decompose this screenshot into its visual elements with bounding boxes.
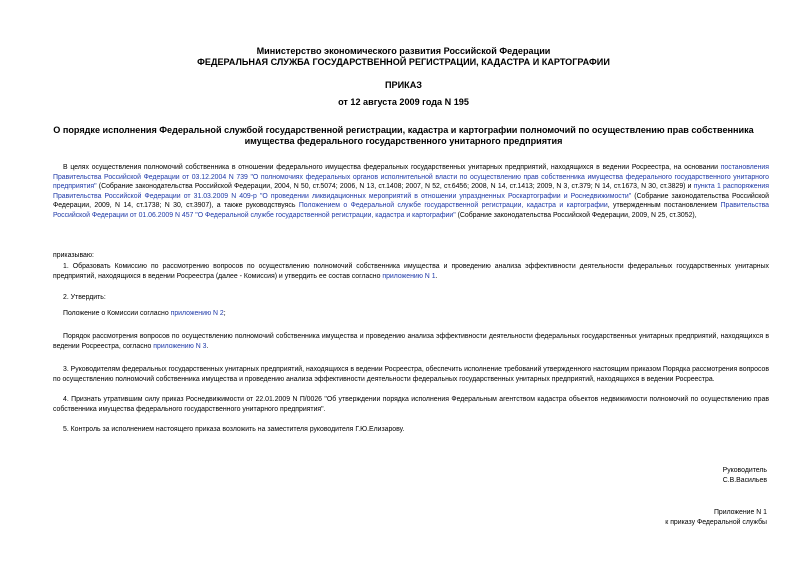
preamble-text: В целях осуществления полномочий собственника в отношении федерального имущества федеральных государственных унитарных предприятий, находящихся в ведении Росреестра, на основании	[63, 164, 721, 171]
link-regulation-service[interactable]: Положением о Федеральной службе государственной регистрации, кадастра и картографии	[298, 202, 608, 210]
item-2b	[53, 332, 769, 351]
item-4: 4. Признать утратившим силу приказ Роснедвижимости от 22.01.2009 N П/0026 "Об утверждении порядка исполнения Федеральным агентством кадастра объектов недвижимости полномочий по осуществлению прав собственника имущества федерального государственного унитарного предприятия".	[53, 396, 769, 413]
link-appendix-1[interactable]: приложению N 1	[382, 272, 436, 280]
signature-role: Руководитель	[722, 467, 767, 474]
item-2a	[63, 309, 769, 319]
link-order-409r[interactable]: пункта 1 распоряжения Правительства Российской Федерации от 31.03.2009 N 409-р "О проведении ликвидационных мероприятий в отношении упраздненных Роскартографии и Роснедвижимости"	[53, 183, 769, 200]
item-5: 5. Контроль за исполнением настоящего приказа возложить на заместителя руководителя Г.Ю.Елизарову.	[63, 426, 405, 433]
item-text: Порядок рассмотрения вопросов по осуществлению полномочий собственника имущества и проведению анализа эффективности деятельности федеральных государственных унитарных предприятий, находящихся в ведении Росреестра, согласно	[53, 333, 769, 350]
item-3: 3. Руководителям федеральных государственных унитарных предприятий, находящихся в ведении Росреестра, обеспечить исполнение требований утвержденного настоящим приказом Порядка рассмотрения вопросов по осуществлению полномочий собственника имущества и проведению анализа эффективности деятельности федеральных государственных унитарных предприятий, находящихся в ведении Росреестра.	[53, 366, 769, 383]
orders-label: приказываю:	[53, 252, 94, 259]
preamble-text: , утвержденным постановлением	[607, 202, 721, 210]
document-type: ПРИКАЗ	[385, 80, 422, 90]
appendix-label: Приложение N 1	[713, 509, 767, 516]
preamble-paragraph	[53, 163, 769, 221]
item-text: .	[206, 342, 209, 350]
ministry-name: Министерство экономического развития Российской Федерации	[256, 46, 551, 56]
service-name: ФЕДЕРАЛЬНАЯ СЛУЖБА ГОСУДАРСТВЕННОЙ РЕГИСТРАЦИИ, КАДАСТРА И КАРТОГРАФИИ	[197, 57, 610, 67]
link-government-decree-739[interactable]: постановления Правительства Российской Федерации от 03.12.2004 N 739 "О полномочиях федеральных органов исполнительной власти по осуществлению прав собственника имущества федерального государственного унитарного предприятия"	[53, 164, 769, 191]
item-1	[53, 262, 769, 281]
link-appendix-2[interactable]: приложению N 2	[170, 310, 224, 317]
document-title-line2: имущества федерального государственного унитарного предприятия	[244, 136, 563, 146]
item-2: 2. Утвердить:	[63, 294, 106, 301]
item-text: 1. Образовать Комиссию по рассмотрению вопросов по осуществлению полномочий собственника имущества и проведению анализа эффективности деятельности федеральных государственных унитарных предприятий, находящихся в ведении Росреестра (далее - Комиссия) и утвердить ее состав согласно	[53, 263, 769, 280]
preamble-text: (Собрание законодательства Российской Федерации, 2004, N 50, ст.5074; 2006, N 13, ст.1408; 2007, N 52, ст.6456; 2008, N 14, ст.1413; 2009, N 3, ст.379; N 14, ст.1673, N 30, ст.3829) и	[96, 183, 694, 191]
link-government-decree-457[interactable]: Правительства Российской Федерации от 01.06.2009 N 457 "О Федеральной службе государственной регистрации, кадастра и картографии"	[53, 202, 770, 219]
document-date-number: от 12 августа 2009 года N 195	[338, 97, 469, 107]
document-title-line1: О порядке исполнения Федеральной службой государственной регистрации, кадастра и картографии полномочий по осуществлению прав собственника	[53, 125, 754, 135]
item-text: ;	[223, 310, 226, 317]
preamble-text: (Собрание законодательства Российской Федерации, 2009, N 25, ст.3052),	[455, 211, 697, 219]
item-text: .	[435, 272, 438, 280]
link-appendix-3[interactable]: приложению N 3	[153, 342, 207, 350]
item-text: Положение о Комиссии согласно	[63, 310, 171, 317]
appendix-reference: к приказу Федеральной службы	[665, 519, 767, 526]
signature-name: С.В.Васильев	[722, 477, 767, 484]
preamble-text: (Собрание законодательства Российской Федерации, 2009, N 14, ст.1738; N 30, ст.3907), а также руководствуясь	[53, 192, 769, 210]
